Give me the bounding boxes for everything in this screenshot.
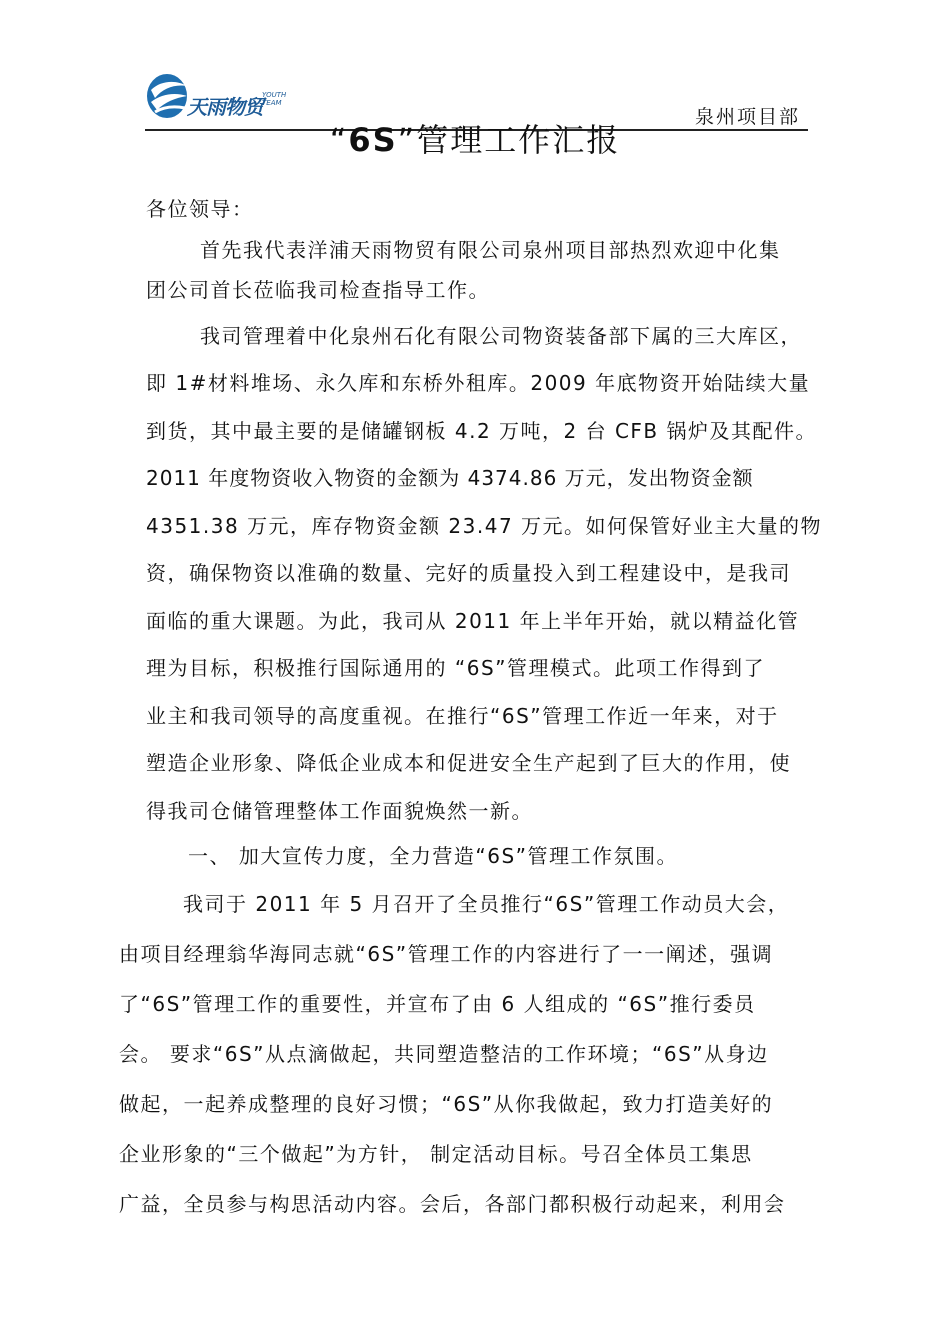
salutation: 各位领导： [146,197,254,221]
paragraph-line: 得我司仓储管理整体工作面貌焕然一新。 [146,799,533,823]
page-title [0,115,950,161]
department-label: 泉州项目部 [694,106,800,128]
paragraph-line: 团公司首长莅临我司检查指导工作。 [146,278,490,302]
title-quote-open: “ [329,121,349,159]
logo-text: 天雨物贸 [187,95,263,119]
paragraph-line: 2011 年度物资收入物资的金额为 4374.86 万元，发出物资金额 [146,466,754,490]
paragraph-line: 做起，一起养成整理的良好习惯；“6S”从你我做起，致力打造美好的 [119,1092,774,1116]
paragraph-line: 首先我代表洋浦天雨物贸有限公司泉州项目部热烈欢迎中化集 [200,238,781,262]
paragraph-line: 理为目标，积极推行国际通用的 “6S”管理模式。此项工作得到了 [146,656,765,680]
paragraph-line: 我司于 2011 年 5 月召开了全员推行“6S”管理工作动员大会， [183,892,790,916]
paragraph-line: 了“6S”管理工作的重要性，并宣布了由 6 人组成的 “6S”推行委员 [119,992,756,1016]
paragraph-line: 由项目经理翁华海同志就“6S”管理工作的内容进行了一一阐述，强调 [119,942,774,966]
paragraph-line: 到货，其中最主要的是储罐钢板 4.2 万吨，2 台 CFB 锅炉及其配件。 [146,419,818,443]
logo-subtext: YOUTH TEAM [262,91,287,107]
paragraph-line: 资，确保物资以准确的数量、完好的质量投入到工程建设中，是我司 [146,561,791,585]
section-heading: 一、 加大宣传力度，全力营造“6S”管理工作氛围。 [188,844,678,868]
paragraph-line: 企业形象的“三个做起”为方针， 制定活动目标。号召全体员工集思 [119,1142,753,1166]
paragraph-line: 业主和我司领导的高度重视。在推行“6S”管理工作近一年来，对于 [146,704,779,728]
paragraph-line: 4351.38 万元，库存物资金额 23.47 万元。如何保管好业主大量的物 [146,514,823,538]
paragraph-line: 广益，全员参与构思活动内容。会后，各部门都积极行动起来，利用会 [119,1192,786,1216]
title-rest: ”管理工作汇报 [397,121,621,159]
paragraph-line: 即 1#材料堆场、永久库和东桥外租库。2009 年底物资开始陆续大量 [146,371,811,395]
paragraph-line: 我司管理着中化泉州石化有限公司物资装备部下属的三大库区， [200,324,802,348]
paragraph-line: 面临的重大课题。为此，我司从 2011 年上半年开始，就以精益化管 [146,609,800,633]
paragraph-line: 会。 要求“6S”从点滴做起，共同塑造整洁的工作环境；“6S”从身边 [119,1042,769,1066]
paragraph-line: 塑造企业形象、降低企业成本和促进安全生产起到了巨大的作用，使 [146,751,791,775]
title-6s: 6S [348,121,398,159]
